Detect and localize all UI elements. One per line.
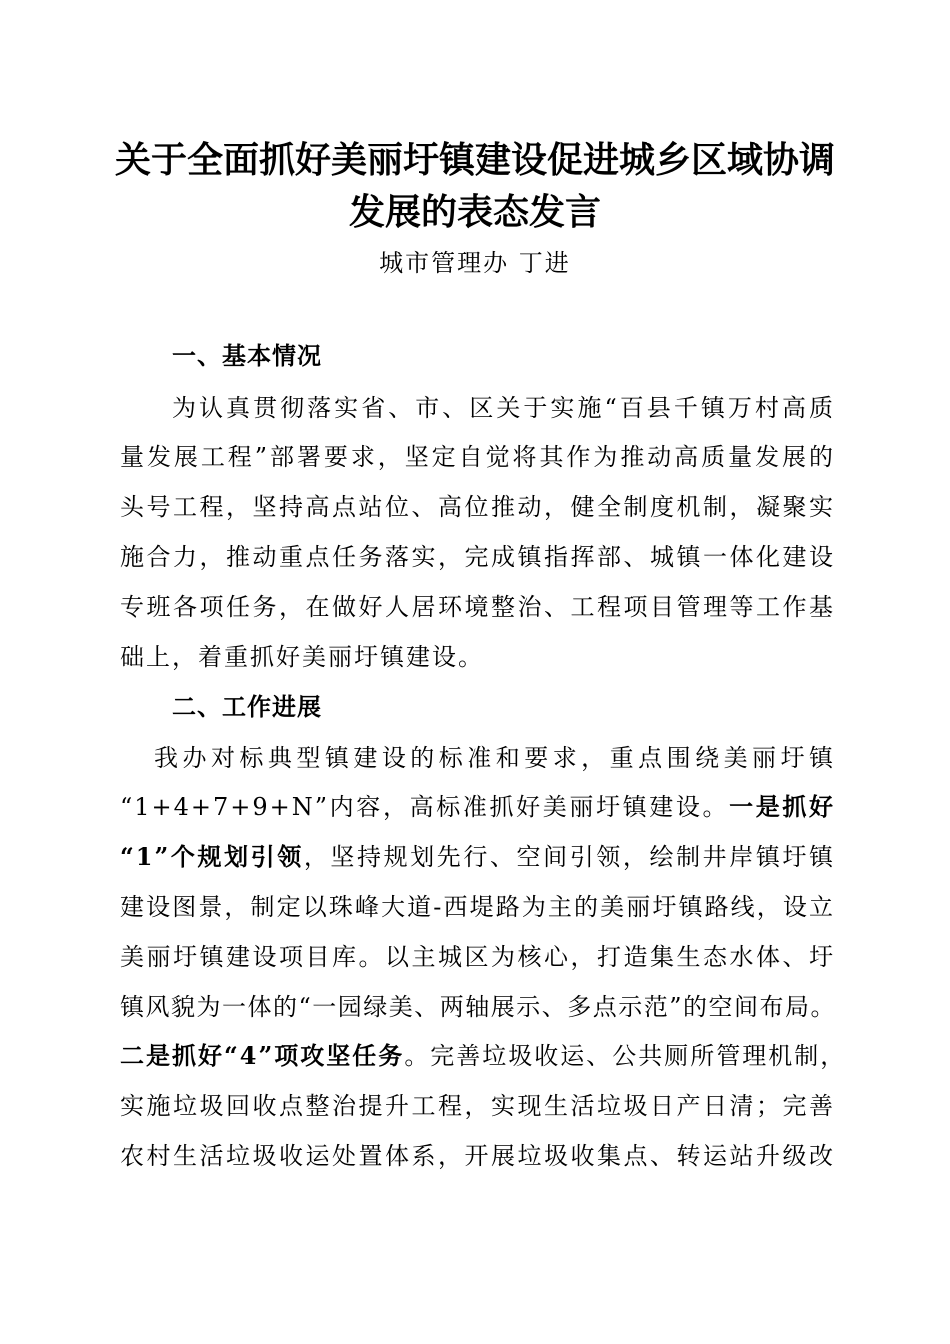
paragraph-text: “1+4+7+9+N”内容，高标准抓好美丽圩镇建设。 [120, 793, 730, 821]
paragraph-line: 为认真贯彻落实省、市、区关于实施“百县千镇万村高质 [172, 394, 835, 422]
document-title-line-2: 发展的表态发言 [348, 191, 601, 233]
bold-phrase: 二是抓好“4”项攻坚任务 [120, 1041, 405, 1070]
paragraph-text: 。完善垃圾收运、公共厕所管理机制， [404, 1042, 847, 1070]
bold-phrase: 一是抓好 [729, 792, 835, 821]
paragraph-line: 专班各项任务，在做好人居环境整治、工程项目管理等工作基 [120, 593, 835, 621]
paragraph-line [120, 1039, 847, 1073]
bold-phrase: “1”个规划引领 [120, 842, 304, 871]
paragraph-line: 础上，着重抓好美丽圩镇建设。 [120, 643, 484, 671]
paragraph-line [120, 840, 835, 874]
paragraph-line: 实施垃圾回收点整治提升工程，实现生活垃圾日产日清；完善 [120, 1092, 835, 1120]
paragraph-line [120, 790, 835, 824]
paragraph-line: 建设图景，制定以珠峰大道-西堤路为主的美丽圩镇路线，设立 [120, 893, 835, 921]
paragraph-line: 施合力，推动重点任务落实，完成镇指挥部、城镇一体化建设 [120, 543, 835, 571]
paragraph-text: ，坚持规划先行、空间引领，绘制井岸镇圩镇 [303, 843, 836, 871]
paragraph-line: 农村生活垃圾收运处置体系，开展垃圾收集点、转运站升级改 [120, 1142, 835, 1170]
document-title-line-1: 关于全面抓好美丽圩镇建设促进城乡区域协调 [114, 139, 835, 181]
paragraph-line: 量发展工程”部署要求，坚定自觉将其作为推动高质量发展的 [120, 443, 835, 471]
author-line: 城市管理办 丁进 [379, 249, 571, 277]
section-2-heading: 二、工作进展 [172, 692, 322, 721]
paragraph-line: 美丽圩镇建设项目库。以主城区为核心，打造集生态水体、圩 [120, 943, 835, 971]
paragraph-line: 镇风貌为一体的“一园绿美、两轴展示、多点示范”的空间布局。 [120, 993, 835, 1021]
paragraph-line: 我办对标典型镇建设的标准和要求，重点围绕美丽圩镇 [154, 744, 835, 772]
paragraph-line: 头号工程，坚持高点站位、高位推动，健全制度机制，凝聚实 [120, 493, 835, 521]
section-1-heading: 一、基本情况 [172, 341, 322, 370]
